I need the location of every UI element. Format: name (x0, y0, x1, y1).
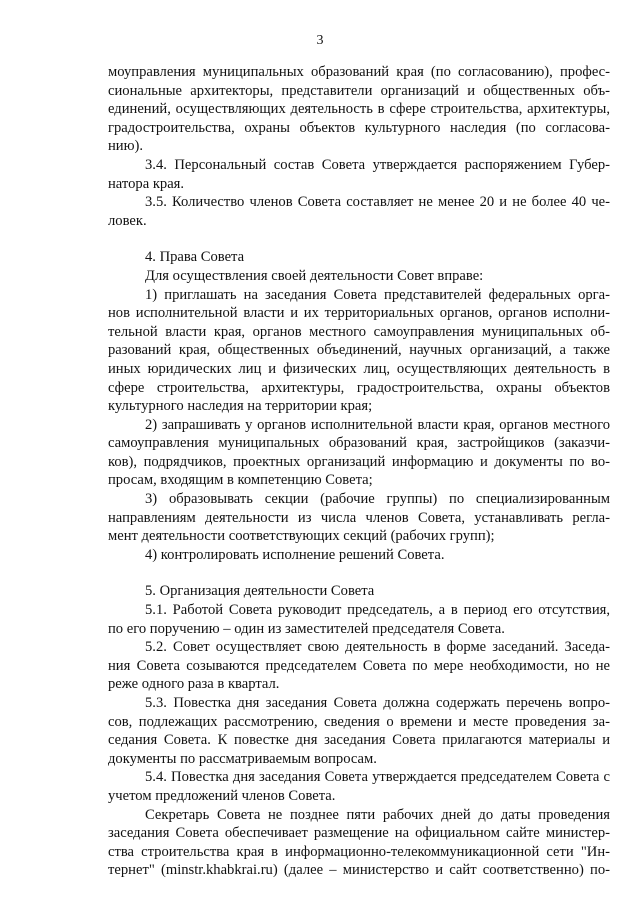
paragraph-intro-rights (108, 267, 610, 286)
paragraph-5-4 (108, 768, 610, 805)
text-line: 3.4. Персональный состав Совета утверждается распоряжением Губер- (145, 156, 610, 173)
text-line: ства строительства края в информационно-телекоммуникационной сети "Ин- (108, 843, 610, 860)
text-line: единений, осуществляющих деятельность в сфере строительства, архитектуры, (108, 101, 610, 118)
text-line: 2) запрашивать у органов исполнительной власти края, органов местного (145, 416, 610, 433)
text-line: Для осуществления своей деятельности Совет вправе: (145, 267, 484, 284)
text-line: ков), подрядчиков, проектных организаций информацию и документы по во- (108, 453, 610, 470)
section-heading-5: 5. Организация деятельности Совета (145, 583, 375, 600)
page-number: 3 (316, 33, 324, 48)
text-line: иных юридических лиц и физических лиц, осуществляющих деятельность в (108, 360, 610, 377)
document-body (108, 63, 610, 880)
text-line: 5.2. Совет осуществляет свою деятельность в форме заседаний. Заседа- (145, 639, 610, 656)
paragraph-3-5 (108, 193, 610, 230)
text-line: нов исполнительной власти и их территориальных органов, органов исполни- (108, 305, 610, 322)
text-line: моуправления муниципальных образований края (по согласованию), профес- (108, 64, 610, 80)
paragraph-5-3 (108, 694, 610, 768)
text-line: ния Совета созываются председателем Совета по мере необходимости, но не (108, 657, 610, 674)
text-line: сфере строительства, архитектуры, градостроительства, охраны объектов (108, 379, 610, 396)
text-line: нию). (108, 138, 144, 155)
text-line: направлениям деятельности из числа членов Совета, устанавливать регла- (108, 509, 610, 526)
section-heading-4: 4. Права Совета (145, 249, 245, 266)
text-line: градостроительства, охраны объектов культурного наследия (по согласова- (108, 119, 610, 136)
text-line: культурного наследия на территории края; (108, 398, 373, 415)
text-line: документы по рассматриваемым вопросам. (108, 750, 377, 767)
text-line: ловек. (108, 212, 147, 229)
paragraph-secretary (108, 806, 610, 880)
paragraph-5-2 (108, 638, 610, 694)
text-line: просам, входящим в компетенцию Совета; (108, 472, 373, 489)
text-line: мент деятельности соответствующих секций (рабочих групп); (108, 528, 495, 545)
text-line: 5.4. Повестка дня заседания Совета утверждается председателем Совета с (145, 769, 610, 786)
text-line: 3.5. Количество членов Совета составляет не менее 20 и не более 40 че- (145, 194, 610, 211)
text-line: заседания Совета обеспечивает размещение на официальном сайте министер- (108, 825, 610, 842)
text-line: реже одного раза в квартал. (108, 676, 280, 693)
text-line: натора края. (108, 175, 185, 192)
paragraph-right-3 (108, 490, 610, 546)
text-line: по его поручению – один из заместителей председателя Совета. (108, 620, 505, 637)
text-line: 3) образовывать секции (рабочие группы) по специализированным (145, 491, 610, 508)
paragraph-right-2 (108, 416, 610, 490)
paragraph-3-4 (108, 156, 610, 193)
text-line: сиональные архитекторы, представители организаций и общественных объ- (108, 82, 610, 99)
text-line: седания Совета. К повестке дня заседания Совета прилагаются материалы и (108, 732, 610, 749)
text-line: учетом предложений членов Совета. (108, 787, 336, 804)
paragraph-continuation (108, 63, 610, 156)
text-line: Секретарь Совета не позднее пяти рабочих дней до даты проведения (145, 806, 610, 823)
text-line: тельной власти края, органов местного самоуправления муниципальных об- (108, 323, 610, 340)
paragraph-right-4 (108, 546, 610, 565)
text-line: 1) приглашать на заседания Совета представителей федеральных орга- (145, 286, 610, 303)
text-line: 5.1. Работой Совета руководит председатель, а в период его отсутствия, (145, 602, 610, 619)
text-line: разований края, общественных объединений, научных организаций, а также (108, 342, 610, 359)
text-line: 4) контролировать исполнение решений Совета. (145, 546, 445, 563)
text-line: самоуправления муниципальных образований края, застройщиков (заказчи- (108, 435, 610, 452)
text-line: 5.3. Повестка дня заседания Совета должна содержать перечень вопро- (145, 695, 610, 711)
text-line: сов, подлежащих рассмотрению, сведения о времени и месте проведения за- (108, 713, 610, 730)
paragraph-right-1 (108, 286, 610, 416)
paragraph-5-1 (108, 601, 610, 638)
text-line: тернет" (minstr.khabkrai.ru) (далее – министерство и сайт соответственно) по- (108, 862, 610, 879)
